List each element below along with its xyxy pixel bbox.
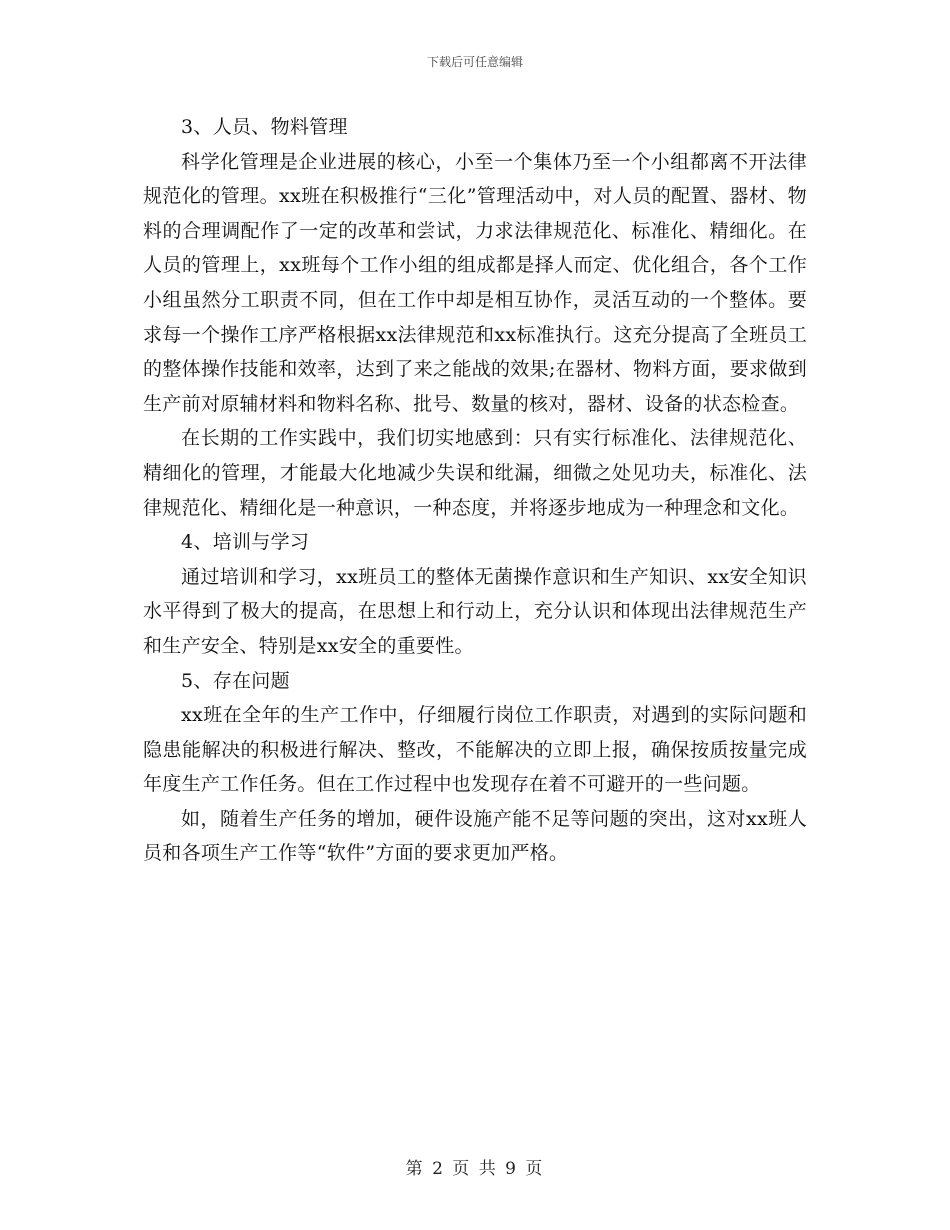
paragraph: xx班在全年的生产工作中，仔细履行岗位工作职责，对遇到的实际问题和隐患能解决的积极进行解决、整改，不能解决的立即上报，确保按质按量完成年度生产工作任务。但在工作过程中也发现存在着不可避开的一些问题。 (143, 704, 807, 796)
paragraph: 通过培训和学习，xx班员工的整体无菌操作意识和生产知识、xx安全知识水平得到了极大的提高，在思想上和行动上，充分认识和体现出法律规范生产和生产安全、特别是xx安全的重要性。 (143, 565, 807, 657)
paragraph: 在长期的工作实践中，我们切实地感到：只有实行标准化、法律规范化、精细化的管理，才能最大化地减少失误和纰漏，细微之处见功夫，标准化、法律规范化、精细化是一种意识，一种态度，并将逐步地成为一种理念和文化。 (143, 427, 807, 519)
paragraph: 科学化管理是企业进展的核心，小至一个集体乃至一个小组都离不开法律规范化的管理。xx班在积极推行“三化”管理活动中，对人员的配置、器材、物料的合理调配作了一定的改革和尝试，力求法律规范化、标准化、精细化。在人员的管理上，xx班每个工作小组的组成都是择人而定、优化组合，各个工作小组虽然分工职责不同，但在工作中却是相互协作，灵活互动的一个整体。要求每一个操作工序严格根据xx法律规范和xx标准执行。这充分提高了全班员工的整体操作技能和效率，达到了来之能战的效果;在器材、物料方面，要求做到生产前对原辅材料和物料名称、批号、数量的核对，器材、设备的状态检查。 (143, 150, 807, 415)
section-heading-personnel-materials: 3、人员、物料管理 (181, 116, 348, 138)
document-body (143, 110, 807, 871)
header-note: 下载后可任意编辑 (426, 55, 523, 69)
paragraph: 如，随着生产任务的增加，硬件设施产能不足等问题的突出，这对xx班人员和各项生产工作等“软件”方面的要求更加严格。 (143, 807, 807, 865)
section-heading-problems: 5、存在问题 (181, 669, 290, 692)
section-heading-training: 4、培训与学习 (181, 531, 310, 554)
page-number: 第 2 页 共 9 页 (405, 1159, 545, 1179)
